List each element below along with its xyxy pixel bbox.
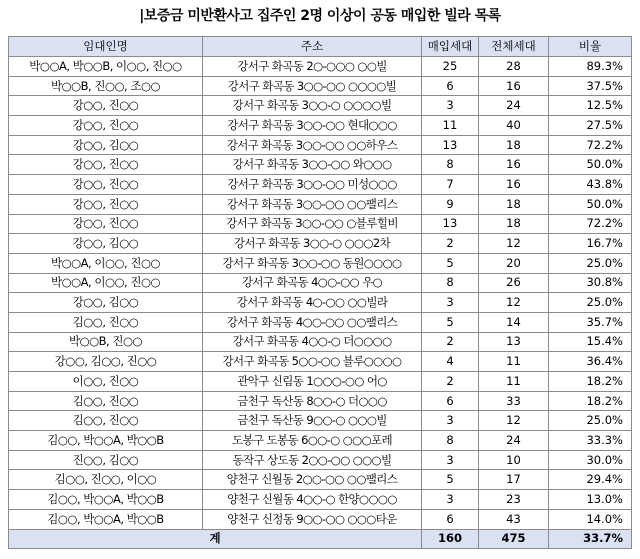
table-row (9, 273, 632, 293)
total-units-cell: 18 (479, 194, 549, 214)
total-units-cell: 43 (479, 509, 549, 529)
table-row (9, 155, 632, 175)
table-row (9, 253, 632, 273)
header-ratio: 비율 (549, 37, 632, 57)
bought-units-cell: 3 (422, 411, 479, 431)
landlord-cell: 박○○A, 이○○, 진○○ (9, 273, 203, 293)
table-row (9, 391, 632, 411)
total-units-cell: 18 (479, 135, 549, 155)
bought-units-cell: 5 (422, 253, 479, 273)
table-row (9, 411, 632, 431)
landlord-cell: 강○○, 김○○ (9, 135, 203, 155)
table-header-row (9, 37, 632, 57)
bought-units-cell: 8 (422, 155, 479, 175)
table-row (9, 332, 632, 352)
ratio-cell: 29.4% (549, 470, 632, 490)
bought-units-cell: 5 (422, 470, 479, 490)
address-cell: 도봉구 도봉동 6○○-○ ○○○포레 (203, 431, 422, 451)
bought-units-cell: 25 (422, 57, 479, 77)
bought-units-cell: 8 (422, 431, 479, 451)
address-cell: 양천구 신정동 9○○-○○ ○○○타운 (203, 509, 422, 529)
landlord-cell: 김○○, 박○○A, 박○○B (9, 509, 203, 529)
address-cell: 강서구 화곡동 3○○-○○ 미성○○○ (203, 175, 422, 195)
table-row (9, 352, 632, 372)
bought-units-cell: 2 (422, 234, 479, 254)
ratio-cell: 25.0% (549, 411, 632, 431)
address-cell: 강서구 화곡동 4○○-○○ 우○ (203, 273, 422, 293)
table-row (9, 116, 632, 136)
landlord-cell: 강○○, 진○○ (9, 175, 203, 195)
ratio-cell: 37.5% (549, 76, 632, 96)
table-row (9, 293, 632, 313)
table-row (9, 450, 632, 470)
table-row (9, 490, 632, 510)
table-row (9, 194, 632, 214)
address-cell: 강서구 화곡동 3○○-○○ 현대○○○ (203, 116, 422, 136)
ratio-cell: 15.4% (549, 332, 632, 352)
table-row (9, 57, 632, 77)
header-total-units: 전체세대 (479, 37, 549, 57)
landlord-cell: 강○○, 진○○ (9, 155, 203, 175)
total-units-cell: 14 (479, 312, 549, 332)
table-row (9, 96, 632, 116)
total-units-cell: 40 (479, 116, 549, 136)
table-row (9, 234, 632, 254)
total-units-cell: 13 (479, 332, 549, 352)
landlord-cell: 김○○, 진○○ (9, 312, 203, 332)
total-units-cell: 33 (479, 391, 549, 411)
ratio-cell: 89.3% (549, 57, 632, 77)
total-units-cell: 24 (479, 431, 549, 451)
ratio-cell: 72.2% (549, 214, 632, 234)
ratio-cell: 30.0% (549, 450, 632, 470)
address-cell: 강서구 화곡동 3○○-○ ○○○2차 (203, 234, 422, 254)
bought-units-cell: 3 (422, 450, 479, 470)
total-units-cell: 23 (479, 490, 549, 510)
villa-list-table (8, 36, 632, 549)
header-bought-units: 매입세대 (422, 37, 479, 57)
total-units-cell: 16 (479, 175, 549, 195)
table-body (9, 57, 632, 530)
landlord-cell: 강○○, 진○○ (9, 194, 203, 214)
total-units-cell: 12 (479, 411, 549, 431)
address-cell: 강서구 화곡동 3○○-○○ 동원○○○○ (203, 253, 422, 273)
address-cell: 금천구 독산동 8○○-○ 더○○○ (203, 391, 422, 411)
landlord-cell: 박○○A, 박○○B, 이○○, 진○○ (9, 57, 203, 77)
ratio-cell: 35.7% (549, 312, 632, 332)
ratio-cell: 25.0% (549, 293, 632, 313)
address-cell: 양천구 신월동 2○○-○○ ○○팰리스 (203, 470, 422, 490)
total-units-cell: 10 (479, 450, 549, 470)
ratio-cell: 50.0% (549, 194, 632, 214)
bought-units-cell: 6 (422, 391, 479, 411)
landlord-cell: 강○○, 김○○ (9, 293, 203, 313)
landlord-cell: 박○○A, 이○○, 진○○ (9, 253, 203, 273)
ratio-cell: 14.0% (549, 509, 632, 529)
total-bought-units: 160 (422, 529, 479, 549)
bought-units-cell: 6 (422, 509, 479, 529)
ratio-cell: 18.2% (549, 391, 632, 411)
total-units-cell: 12 (479, 293, 549, 313)
ratio-cell: 18.2% (549, 372, 632, 392)
address-cell: 강서구 화곡동 4○○-○○ ○○팰리스 (203, 312, 422, 332)
total-units-cell: 11 (479, 352, 549, 372)
address-cell: 강서구 화곡동 3○○-○○ ○블루힐비 (203, 214, 422, 234)
bought-units-cell: 13 (422, 214, 479, 234)
ratio-cell: 72.2% (549, 135, 632, 155)
total-units-cell: 20 (479, 253, 549, 273)
table-row (9, 431, 632, 451)
total-label: 계 (9, 529, 422, 549)
bought-units-cell: 6 (422, 76, 479, 96)
address-cell: 강서구 화곡동 3○○-○○ ○○○○빌 (203, 76, 422, 96)
address-cell: 양천구 신월동 4○○-○ 한양○○○○ (203, 490, 422, 510)
total-units-cell: 18 (479, 214, 549, 234)
landlord-cell: 강○○, 진○○ (9, 214, 203, 234)
ratio-cell: 13.0% (549, 490, 632, 510)
total-units-cell: 16 (479, 155, 549, 175)
bought-units-cell: 3 (422, 96, 479, 116)
bought-units-cell: 8 (422, 273, 479, 293)
total-row (9, 529, 632, 549)
ratio-cell: 30.8% (549, 273, 632, 293)
total-units-cell: 11 (479, 372, 549, 392)
table-row (9, 135, 632, 155)
bought-units-cell: 5 (422, 312, 479, 332)
landlord-cell: 진○○, 김○○ (9, 450, 203, 470)
landlord-cell: 강○○, 진○○ (9, 96, 203, 116)
landlord-cell: 강○○, 김○○ (9, 234, 203, 254)
ratio-cell: 27.5% (549, 116, 632, 136)
total-units-cell: 24 (479, 96, 549, 116)
ratio-cell: 33.3% (549, 431, 632, 451)
landlord-cell: 김○○, 박○○A, 박○○B (9, 431, 203, 451)
header-landlord: 임대인명 (9, 37, 203, 57)
address-cell: 강서구 화곡동 3○○-○○ ○○팰리스 (203, 194, 422, 214)
landlord-cell: 박○○B, 진○○ (9, 332, 203, 352)
bought-units-cell: 3 (422, 490, 479, 510)
landlord-cell: 김○○, 진○○ (9, 411, 203, 431)
bought-units-cell: 9 (422, 194, 479, 214)
document-title: |보증금 미반환사고 집주인 2명 이상이 공동 매입한 빌라 목록 (139, 8, 501, 24)
landlord-cell: 이○○, 진○○ (9, 372, 203, 392)
table-row (9, 312, 632, 332)
total-units-cell: 12 (479, 234, 549, 254)
total-ratio: 33.7% (549, 529, 632, 549)
bought-units-cell: 11 (422, 116, 479, 136)
bought-units-cell: 13 (422, 135, 479, 155)
address-cell: 강서구 화곡동 4○○-○ 더○○○○ (203, 332, 422, 352)
total-units-cell: 28 (479, 57, 549, 77)
address-cell: 강서구 화곡동 5○○-○○ 블루○○○○ (203, 352, 422, 372)
table-row (9, 470, 632, 490)
landlord-cell: 박○○B, 진○○, 조○○ (9, 76, 203, 96)
landlord-cell: 강○○, 김○○, 진○○ (9, 352, 203, 372)
address-cell: 관악구 신림동 1○○○-○○ 어○ (203, 372, 422, 392)
landlord-cell: 김○○, 진○○, 이○○ (9, 470, 203, 490)
bought-units-cell: 2 (422, 332, 479, 352)
table-row (9, 372, 632, 392)
ratio-cell: 36.4% (549, 352, 632, 372)
bought-units-cell: 2 (422, 372, 479, 392)
bought-units-cell: 4 (422, 352, 479, 372)
address-cell: 강서구 화곡동 2○-○○○ ○○빌 (203, 57, 422, 77)
total-units-cell: 16 (479, 76, 549, 96)
bought-units-cell: 3 (422, 293, 479, 313)
address-cell: 강서구 화곡동 3○○-○ ○○○○빌 (203, 96, 422, 116)
table-row (9, 175, 632, 195)
table-row (9, 509, 632, 529)
ratio-cell: 25.0% (549, 253, 632, 273)
header-address: 주소 (203, 37, 422, 57)
total-units-cell: 17 (479, 470, 549, 490)
address-cell: 강서구 화곡동 3○○-○○ ○○하우스 (203, 135, 422, 155)
ratio-cell: 12.5% (549, 96, 632, 116)
ratio-cell: 50.0% (549, 155, 632, 175)
bought-units-cell: 7 (422, 175, 479, 195)
landlord-cell: 강○○, 진○○ (9, 116, 203, 136)
ratio-cell: 16.7% (549, 234, 632, 254)
table-row (9, 76, 632, 96)
address-cell: 강서구 화곡동 4○-○○ ○○빌라 (203, 293, 422, 313)
ratio-cell: 43.8% (549, 175, 632, 195)
total-units: 475 (479, 529, 549, 549)
table-row (9, 214, 632, 234)
address-cell: 금천구 독산동 9○○-○ ○○○빌 (203, 411, 422, 431)
landlord-cell: 김○○, 진○○ (9, 391, 203, 411)
landlord-cell: 김○○, 박○○A, 박○○B (9, 490, 203, 510)
address-cell: 동작구 상도동 2○○-○○ ○○○빌 (203, 450, 422, 470)
total-units-cell: 26 (479, 273, 549, 293)
address-cell: 강서구 화곡동 3○○-○○ 와○○○ (203, 155, 422, 175)
